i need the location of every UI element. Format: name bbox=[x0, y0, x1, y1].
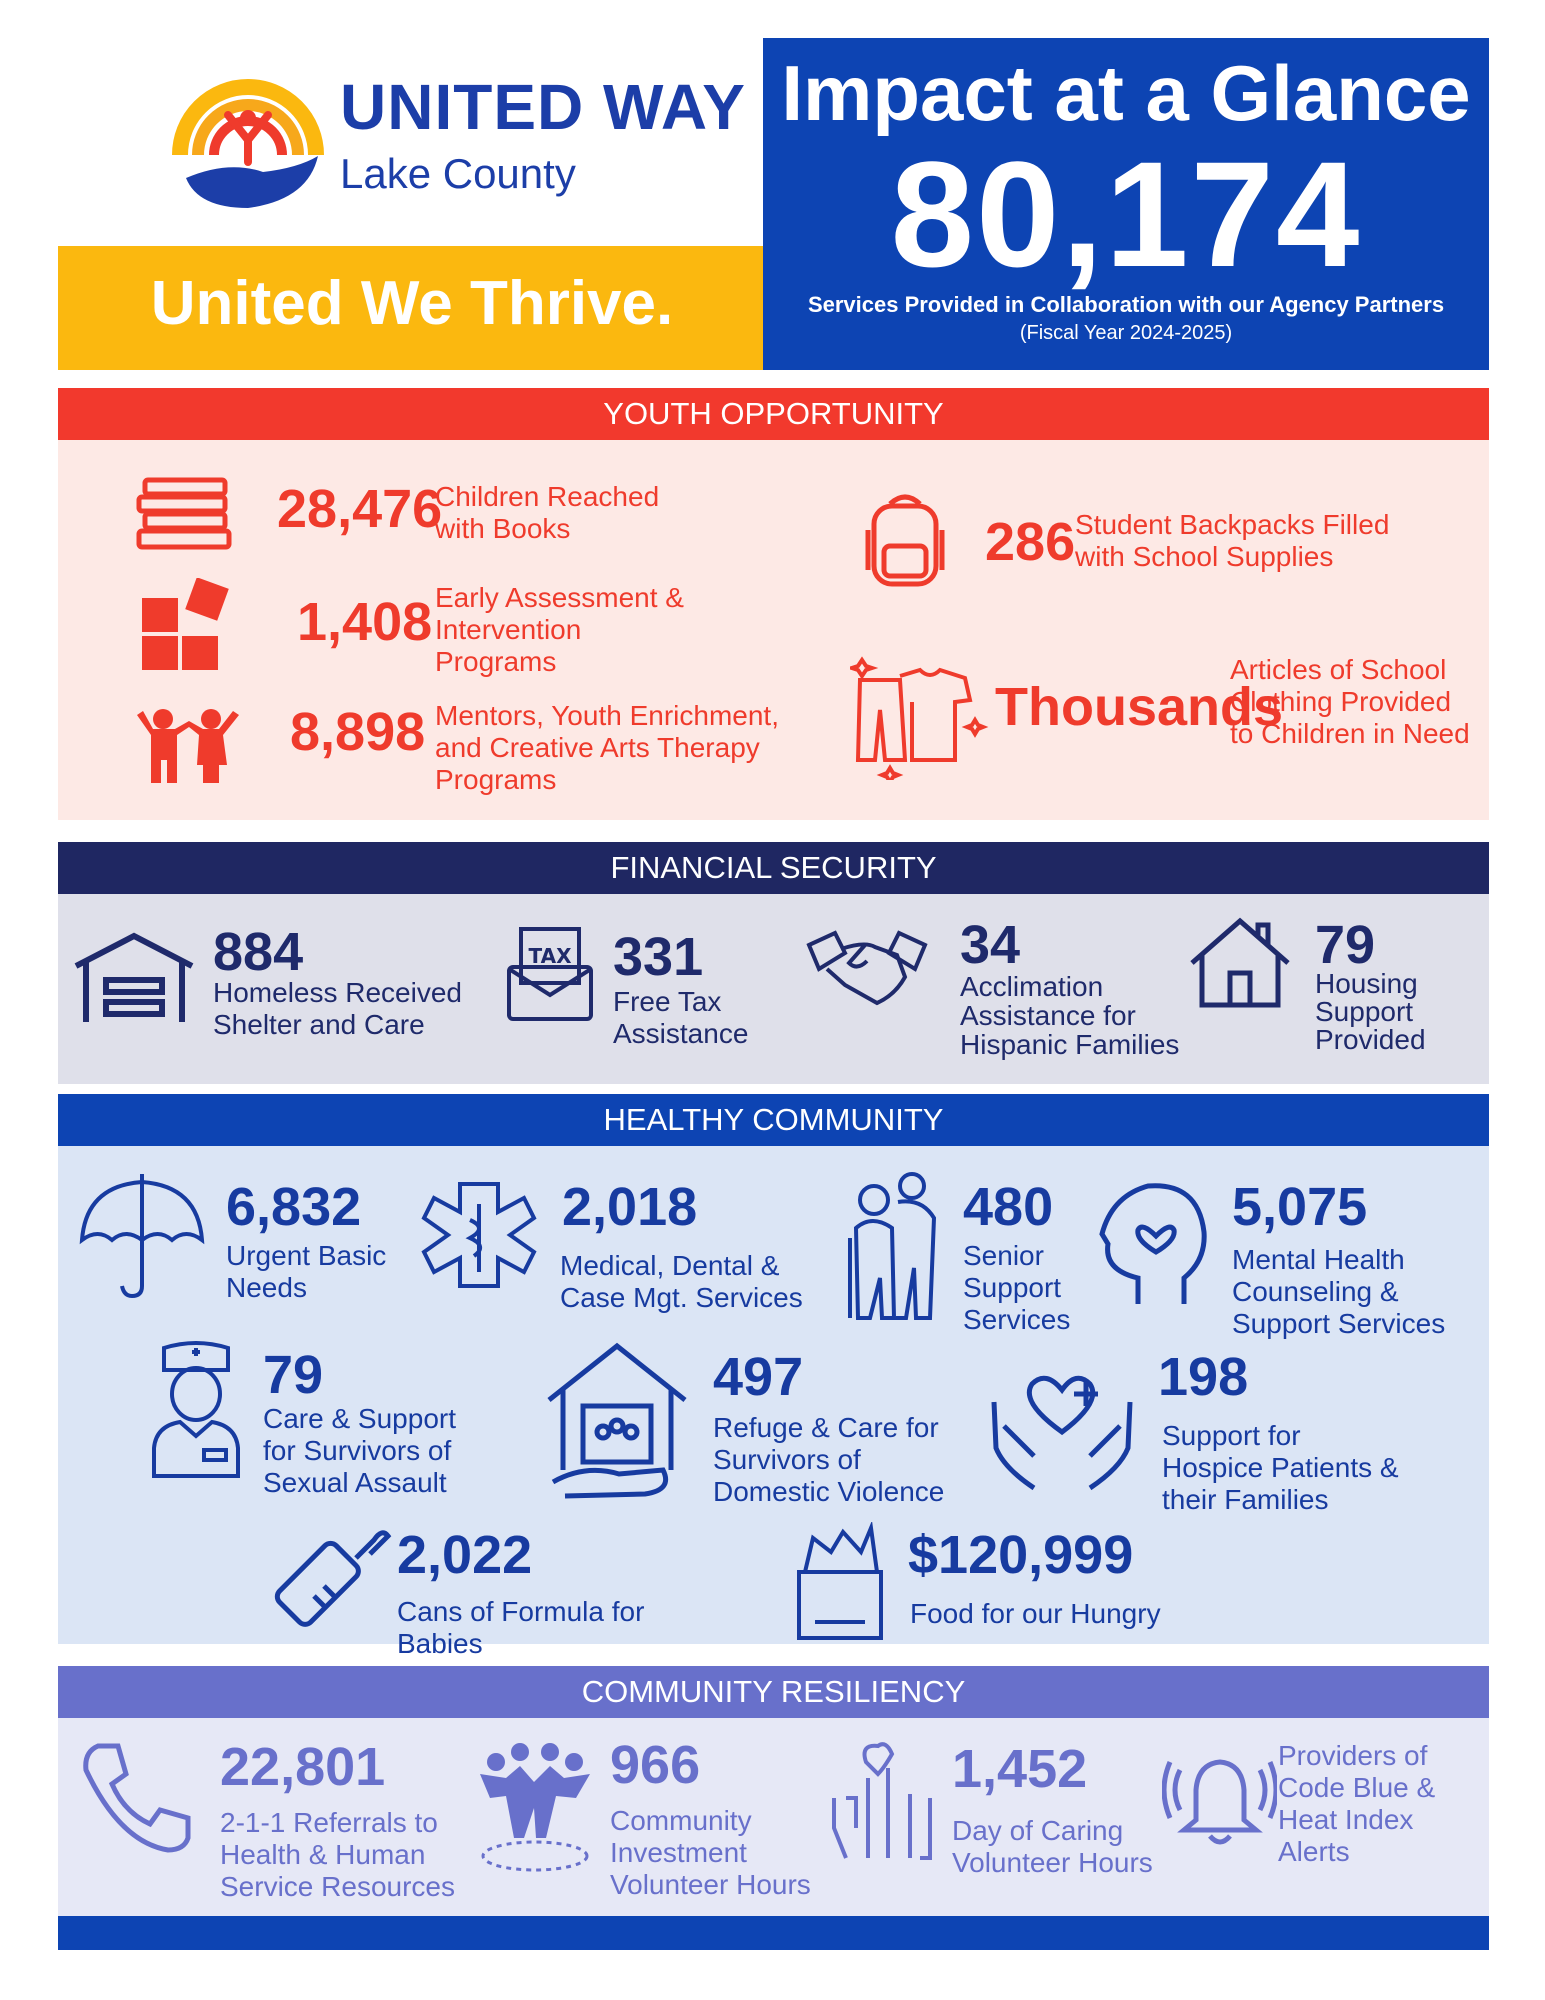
house-icon bbox=[1188, 915, 1293, 1010]
puzzle-icon bbox=[138, 578, 238, 673]
healthy-senior-label: Senior Support Services bbox=[963, 1240, 1071, 1335]
community-icon bbox=[476, 1738, 594, 1878]
tax-badge: TAX bbox=[528, 944, 572, 968]
youth-backpacks-label: Student Backpacks Filled with School Supplies bbox=[1075, 509, 1390, 572]
impact-total: 80,174 bbox=[890, 130, 1362, 298]
resiliency-referrals-value: 22,801 bbox=[220, 1737, 386, 1797]
umbrella-icon bbox=[78, 1170, 206, 1300]
youth-backpacks-value: 286 bbox=[985, 512, 1076, 572]
healthy-section-title: HEALTHY COMMUNITY bbox=[58, 1094, 1489, 1146]
resiliency-community-value: 966 bbox=[610, 1735, 701, 1795]
youth-section-title: YOUTH OPPORTUNITY bbox=[58, 388, 1489, 440]
healthy-urgent-value: 6,832 bbox=[226, 1177, 362, 1237]
healthy-assault-value: 79 bbox=[263, 1345, 324, 1405]
healthy-mental-label: Mental Health Counseling & Support Services bbox=[1232, 1244, 1446, 1339]
youth-assessment-value: 1,408 bbox=[297, 592, 433, 652]
logo-subtitle: Lake County bbox=[340, 150, 576, 197]
resiliency-caring-value: 1,452 bbox=[952, 1739, 1088, 1799]
healthy-medical-value: 2,018 bbox=[562, 1177, 698, 1237]
logo-org-name: UNITED WAY bbox=[340, 71, 746, 143]
youth-assessment-label: Early Assessment & Intervention Programs bbox=[435, 582, 684, 677]
handshake-icon bbox=[805, 925, 930, 1010]
books-icon bbox=[135, 475, 235, 555]
hands-raised-icon bbox=[826, 1738, 941, 1863]
seniors-icon bbox=[842, 1168, 942, 1328]
financial-acclimation-value: 34 bbox=[960, 915, 1021, 975]
resiliency-section-title: COMMUNITY RESILIENCY bbox=[58, 1666, 1489, 1718]
healthy-medical-label: Medical, Dental & Case Mgt. Services bbox=[560, 1250, 803, 1313]
healthy-hospice-value: 198 bbox=[1158, 1347, 1249, 1407]
financial-tax-value: 331 bbox=[613, 927, 704, 987]
youth-books-label: Children Reached with Books bbox=[435, 481, 660, 544]
financial-shelter-label: Homeless Received Shelter and Care bbox=[213, 977, 462, 1040]
hospice-icon bbox=[990, 1362, 1135, 1492]
healthy-assault-label: Care & Support for Survivors of Sexual Assault bbox=[263, 1403, 456, 1498]
resiliency-community-label: Community Investment Volunteer Hours bbox=[610, 1805, 811, 1900]
financial-housing-value: 79 bbox=[1315, 915, 1376, 975]
tax-icon bbox=[505, 925, 595, 1023]
footer-bar bbox=[58, 1916, 1489, 1950]
grocery-icon bbox=[795, 1522, 885, 1642]
healthy-refuge-value: 497 bbox=[713, 1347, 804, 1407]
youth-mentors-value: 8,898 bbox=[290, 702, 426, 762]
healthy-refuge-label: Refuge & Care for Survivors of Domestic Violence bbox=[713, 1412, 945, 1507]
youth-clothing-label: Articles of School Clothing Provided to Children in Need bbox=[1230, 654, 1470, 749]
healthy-hospice-label: Support for Hospice Patients & their Families bbox=[1162, 1420, 1399, 1515]
financial-housing-label: Housing Support Provided bbox=[1315, 968, 1426, 1055]
healthy-mental-value: 5,075 bbox=[1232, 1177, 1368, 1237]
children-icon bbox=[133, 705, 243, 785]
youth-books-value: 28,476 bbox=[277, 479, 443, 539]
nurse-icon bbox=[150, 1340, 242, 1480]
resiliency-referrals-label: 2-1-1 Referrals to Health & Human Service Resources bbox=[220, 1807, 455, 1902]
impact-title: Impact at a Glance bbox=[781, 49, 1471, 137]
financial-acclimation-label: Acclimation Assistance for Hispanic Families bbox=[960, 971, 1180, 1060]
healthy-senior-value: 480 bbox=[963, 1177, 1054, 1237]
backpack-icon bbox=[860, 490, 950, 590]
healthy-food-label: Food for our Hungry bbox=[910, 1598, 1161, 1629]
impact-year: (Fiscal Year 2024-2025) bbox=[1019, 322, 1233, 344]
healthy-formula-value: 2,022 bbox=[397, 1525, 533, 1585]
youth-clothing-value: Thousands bbox=[995, 677, 1284, 737]
refuge-icon bbox=[545, 1340, 690, 1500]
healthy-food-value: $120,999 bbox=[908, 1525, 1134, 1585]
bottle-icon bbox=[270, 1518, 395, 1643]
resiliency-alerts-label: Providers of Code Blue & Heat Index Alerts bbox=[1278, 1740, 1436, 1867]
tagline: United We Thrive. bbox=[150, 269, 674, 338]
youth-mentors-label: Mentors, Youth Enrichment, and Creative Arts Therapy Programs bbox=[435, 700, 779, 795]
resiliency-caring-label: Day of Caring Volunteer Hours bbox=[952, 1815, 1153, 1878]
medical-icon bbox=[420, 1180, 538, 1290]
phone-icon bbox=[80, 1740, 195, 1855]
financial-shelter-value: 884 bbox=[213, 922, 304, 982]
healthy-urgent-label: Urgent Basic Needs bbox=[226, 1240, 387, 1303]
impact-description: Services Provided in Collaboration with our Agency Partners bbox=[807, 292, 1445, 317]
mental-health-icon bbox=[1098, 1178, 1210, 1308]
clothing-icon bbox=[850, 650, 990, 780]
united-way-logo-icon bbox=[168, 60, 328, 220]
financial-tax-label: Free Tax Assistance bbox=[613, 986, 749, 1049]
financial-section-title: FINANCIAL SECURITY bbox=[58, 842, 1489, 894]
alert-bell-icon bbox=[1162, 1740, 1277, 1850]
shelter-icon bbox=[72, 930, 197, 1025]
healthy-formula-label: Cans of Formula for Babies bbox=[397, 1596, 645, 1659]
